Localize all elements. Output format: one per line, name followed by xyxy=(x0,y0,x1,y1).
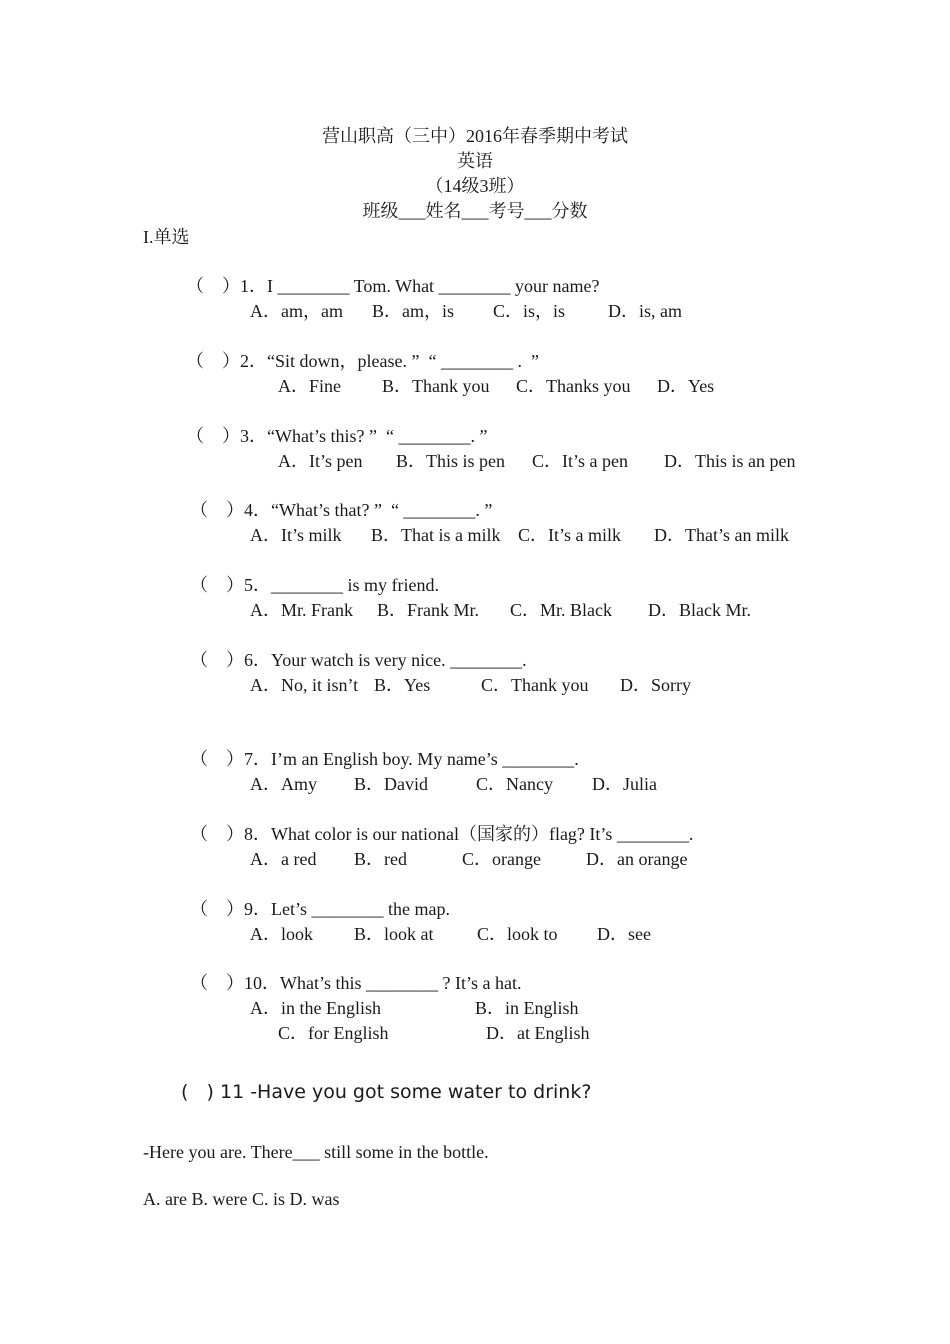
question-6-option-a: A．No, it isn’t xyxy=(250,675,359,695)
question-9-option-c: C．look to xyxy=(477,924,558,944)
question-10-stem: （ ）10．What’s this ________ ? It’s a hat. xyxy=(190,973,522,993)
question-2-option-d: D．Yes xyxy=(657,376,715,396)
student-info-fields: 班级___姓名___考号___分数 xyxy=(362,201,588,221)
question-3-option-a: A．It’s pen xyxy=(278,451,363,471)
question-10-option-b: B．in English xyxy=(475,998,579,1018)
question-7-stem: （ ）7．I’m an English boy. My name’s ________. xyxy=(190,749,579,769)
section-title: I.单选 xyxy=(143,227,190,247)
question-6-stem: （ ）6．Your watch is very nice. ________. xyxy=(190,650,527,670)
question-7-option-d: D．Julia xyxy=(592,774,657,794)
question-1-option-c: C．is，is xyxy=(493,301,566,321)
question-10-option-d: D．at English xyxy=(486,1023,590,1043)
question-7-option-c: C．Nancy xyxy=(476,774,553,794)
question-7-option-b: B．David xyxy=(354,774,428,794)
question-9-stem: （ ）9．Let’s ________ the map. xyxy=(190,899,450,919)
question-8-option-b: B．red xyxy=(354,849,407,869)
question-8-option-d: D．an orange xyxy=(586,849,688,869)
question-5-option-b: B．Frank Mr. xyxy=(377,600,480,620)
question-4-option-a: A．It’s milk xyxy=(250,525,342,545)
question-8-option-a: A．a red xyxy=(250,849,317,869)
exam-title: 营山职高（三中）2016年春季期中考试 xyxy=(322,126,628,146)
question-2-stem: （ ）2．“Sit down，please. ” “ ________ . ” xyxy=(186,351,539,371)
question-6-option-d: D．Sorry xyxy=(620,675,691,695)
question-5-option-a: A．Mr. Frank xyxy=(250,600,353,620)
question-4-stem: （ ）4．“What’s that? ” “ ________. ” xyxy=(190,500,493,520)
question-3-option-c: C．It’s a pen xyxy=(532,451,628,471)
exam-subject: 英语 xyxy=(457,151,493,171)
question-11-stem: ( ) 11 -Have you got some water to drink? xyxy=(181,1081,592,1103)
class-info: （14级3班） xyxy=(425,176,525,196)
question-2-option-b: B．Thank you xyxy=(382,376,490,396)
question-1-option-b: B．am，is xyxy=(372,301,455,321)
question-1-option-d: D．is, am xyxy=(608,301,682,321)
question-8-option-c: C．orange xyxy=(462,849,541,869)
question-5-option-c: C．Mr. Black xyxy=(510,600,612,620)
question-4-option-c: C．It’s a milk xyxy=(518,525,621,545)
question-6-option-b: B．Yes xyxy=(374,675,431,695)
question-5-option-d: D．Black Mr. xyxy=(648,600,751,620)
question-1-stem: （ ）1．I ________ Tom. What ________ your name? xyxy=(186,276,600,296)
question-10-option-a: A．in the English xyxy=(250,998,381,1018)
question-11-options: A. are B. were C. is D. was xyxy=(143,1189,340,1209)
question-2-option-c: C．Thanks you xyxy=(516,376,631,396)
question-8-stem: （ ）8．What color is our national（国家的）flag? It’s ________. xyxy=(190,824,694,844)
question-3-stem: （ ）3．“What’s this? ” “ ________. ” xyxy=(186,426,488,446)
question-10-option-c: C．for English xyxy=(278,1023,389,1043)
question-9-option-a: A．look xyxy=(250,924,313,944)
question-1-option-a: A．am，am xyxy=(250,301,343,321)
question-2-option-a: A．Fine xyxy=(278,376,341,396)
question-5-stem: （ ）5．________ is my friend. xyxy=(190,575,439,595)
question-6-option-c: C．Thank you xyxy=(481,675,589,695)
question-3-option-d: D．This is an pen xyxy=(664,451,796,471)
question-4-option-b: B．That is a milk xyxy=(371,525,501,545)
question-4-option-d: D．That’s an milk xyxy=(654,525,789,545)
question-7-option-a: A．Amy xyxy=(250,774,317,794)
question-9-option-d: D．see xyxy=(597,924,651,944)
question-11-reply: -Here you are. There___ still some in the bottle. xyxy=(143,1142,489,1162)
question-9-option-b: B．look at xyxy=(354,924,434,944)
question-3-option-b: B．This is pen xyxy=(396,451,506,471)
